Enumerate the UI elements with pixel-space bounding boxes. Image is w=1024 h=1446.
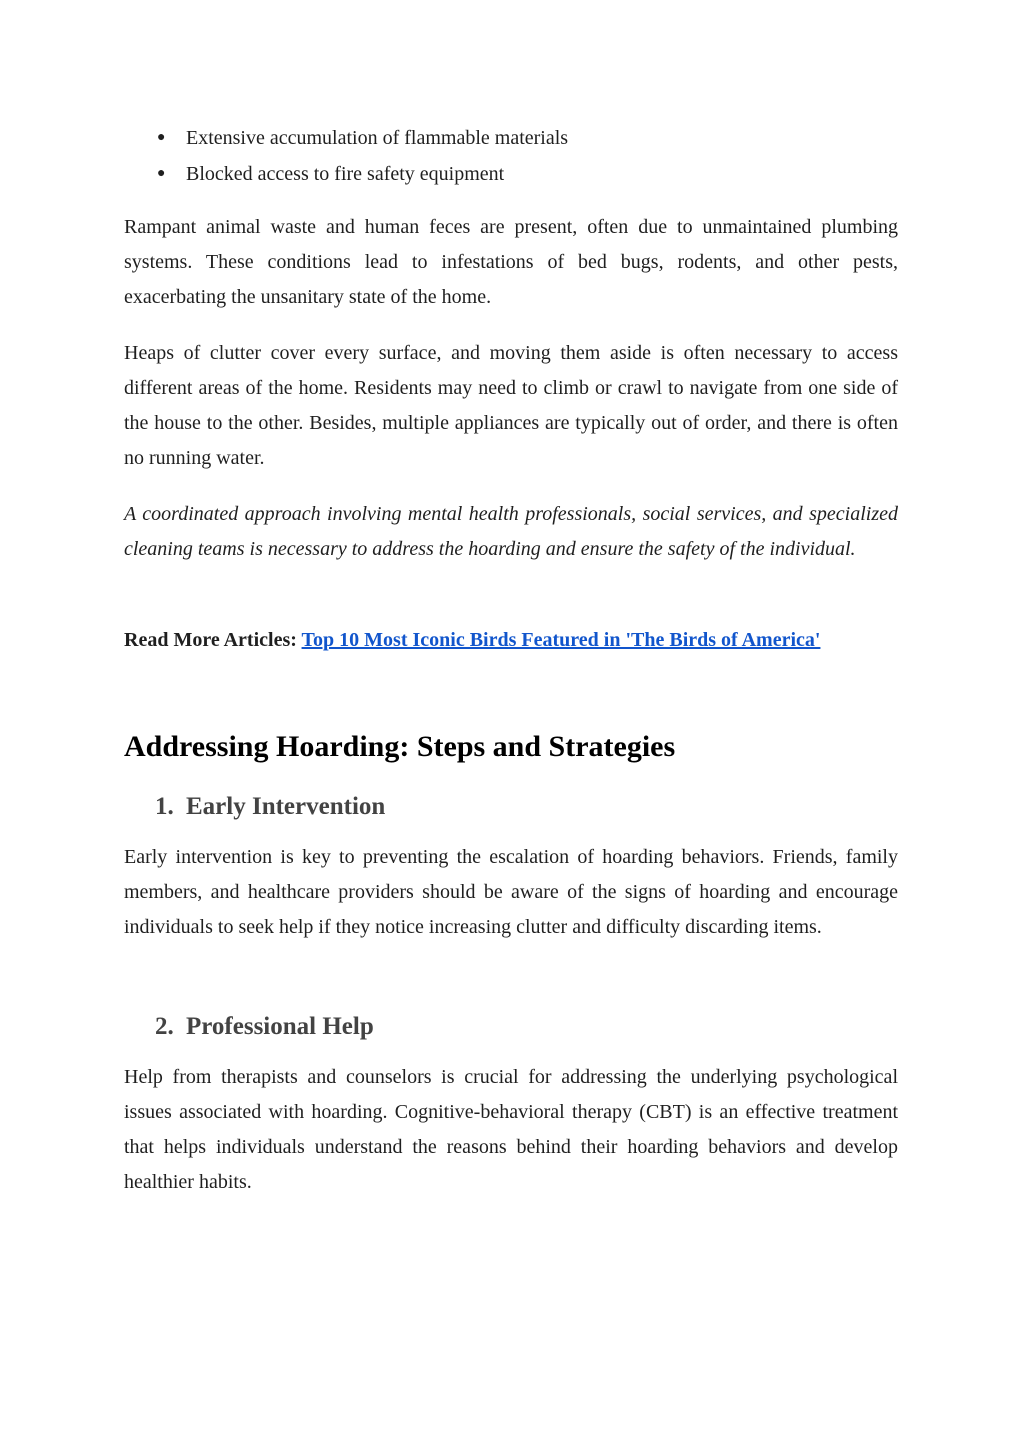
step-heading-early-intervention: [155, 790, 385, 824]
step-number: 2.: [155, 1013, 174, 1040]
read-more-label: Read More Articles:: [124, 629, 297, 651]
step-heading-professional-help: [155, 1010, 374, 1044]
paragraph-clutter: Heaps of clutter cover every surface, and moving them aside is often necessary to access different areas of the home. Residents may need to climb or crawl to navigate from one side of the house to the other. Besides, multiple appliances are typically out of order, and there is often no running water.: [124, 342, 898, 469]
bullet-dot-icon: ●: [157, 130, 166, 145]
step-title: Professional Help: [186, 1013, 374, 1040]
bullet-dot-icon: ●: [157, 166, 166, 181]
paragraph-animal-waste: Rampant animal waste and human feces are present, often due to unmaintained plumbing systems. These conditions lead to infestations of bed bugs, rodents, and other pests, exacerbating the unsanitary state of the home.: [124, 216, 898, 308]
step-title: Early Intervention: [186, 793, 386, 820]
paragraph-early-intervention: Early intervention is key to preventing the escalation of hoarding behaviors. Friends, family members, and healthcare providers should be aware of the signs of hoarding and encourage individuals to seek help if they notice increasing clutter and difficulty discarding items.: [124, 846, 898, 938]
hazard-bullet-list: [124, 120, 898, 192]
paragraph-professional-help: Help from therapists and counselors is crucial for addressing the underlying psychological issues associated with hoarding. Cognitive-behavioral therapy (CBT) is an effective treatment that helps individuals understand the reasons behind their hoarding behaviors and develop healthier habits.: [124, 1066, 898, 1193]
read-more-block: [124, 623, 898, 658]
bullet-item: ● Blocked access to fire safety equipment: [124, 156, 898, 192]
read-more-link[interactable]: Top 10 Most Iconic Birds Featured in 'The Birds of America': [301, 629, 821, 651]
step-number: 1.: [155, 793, 174, 820]
section-heading: Addressing Hoarding: Steps and Strategies: [124, 730, 676, 763]
paragraph-coordinated-approach: A coordinated approach involving mental health professionals, social services, and specialized cleaning teams is necessary to address the hoarding and ensure the safety of the individual.: [124, 503, 898, 560]
bullet-item: ● Extensive accumulation of flammable materials: [124, 120, 898, 156]
